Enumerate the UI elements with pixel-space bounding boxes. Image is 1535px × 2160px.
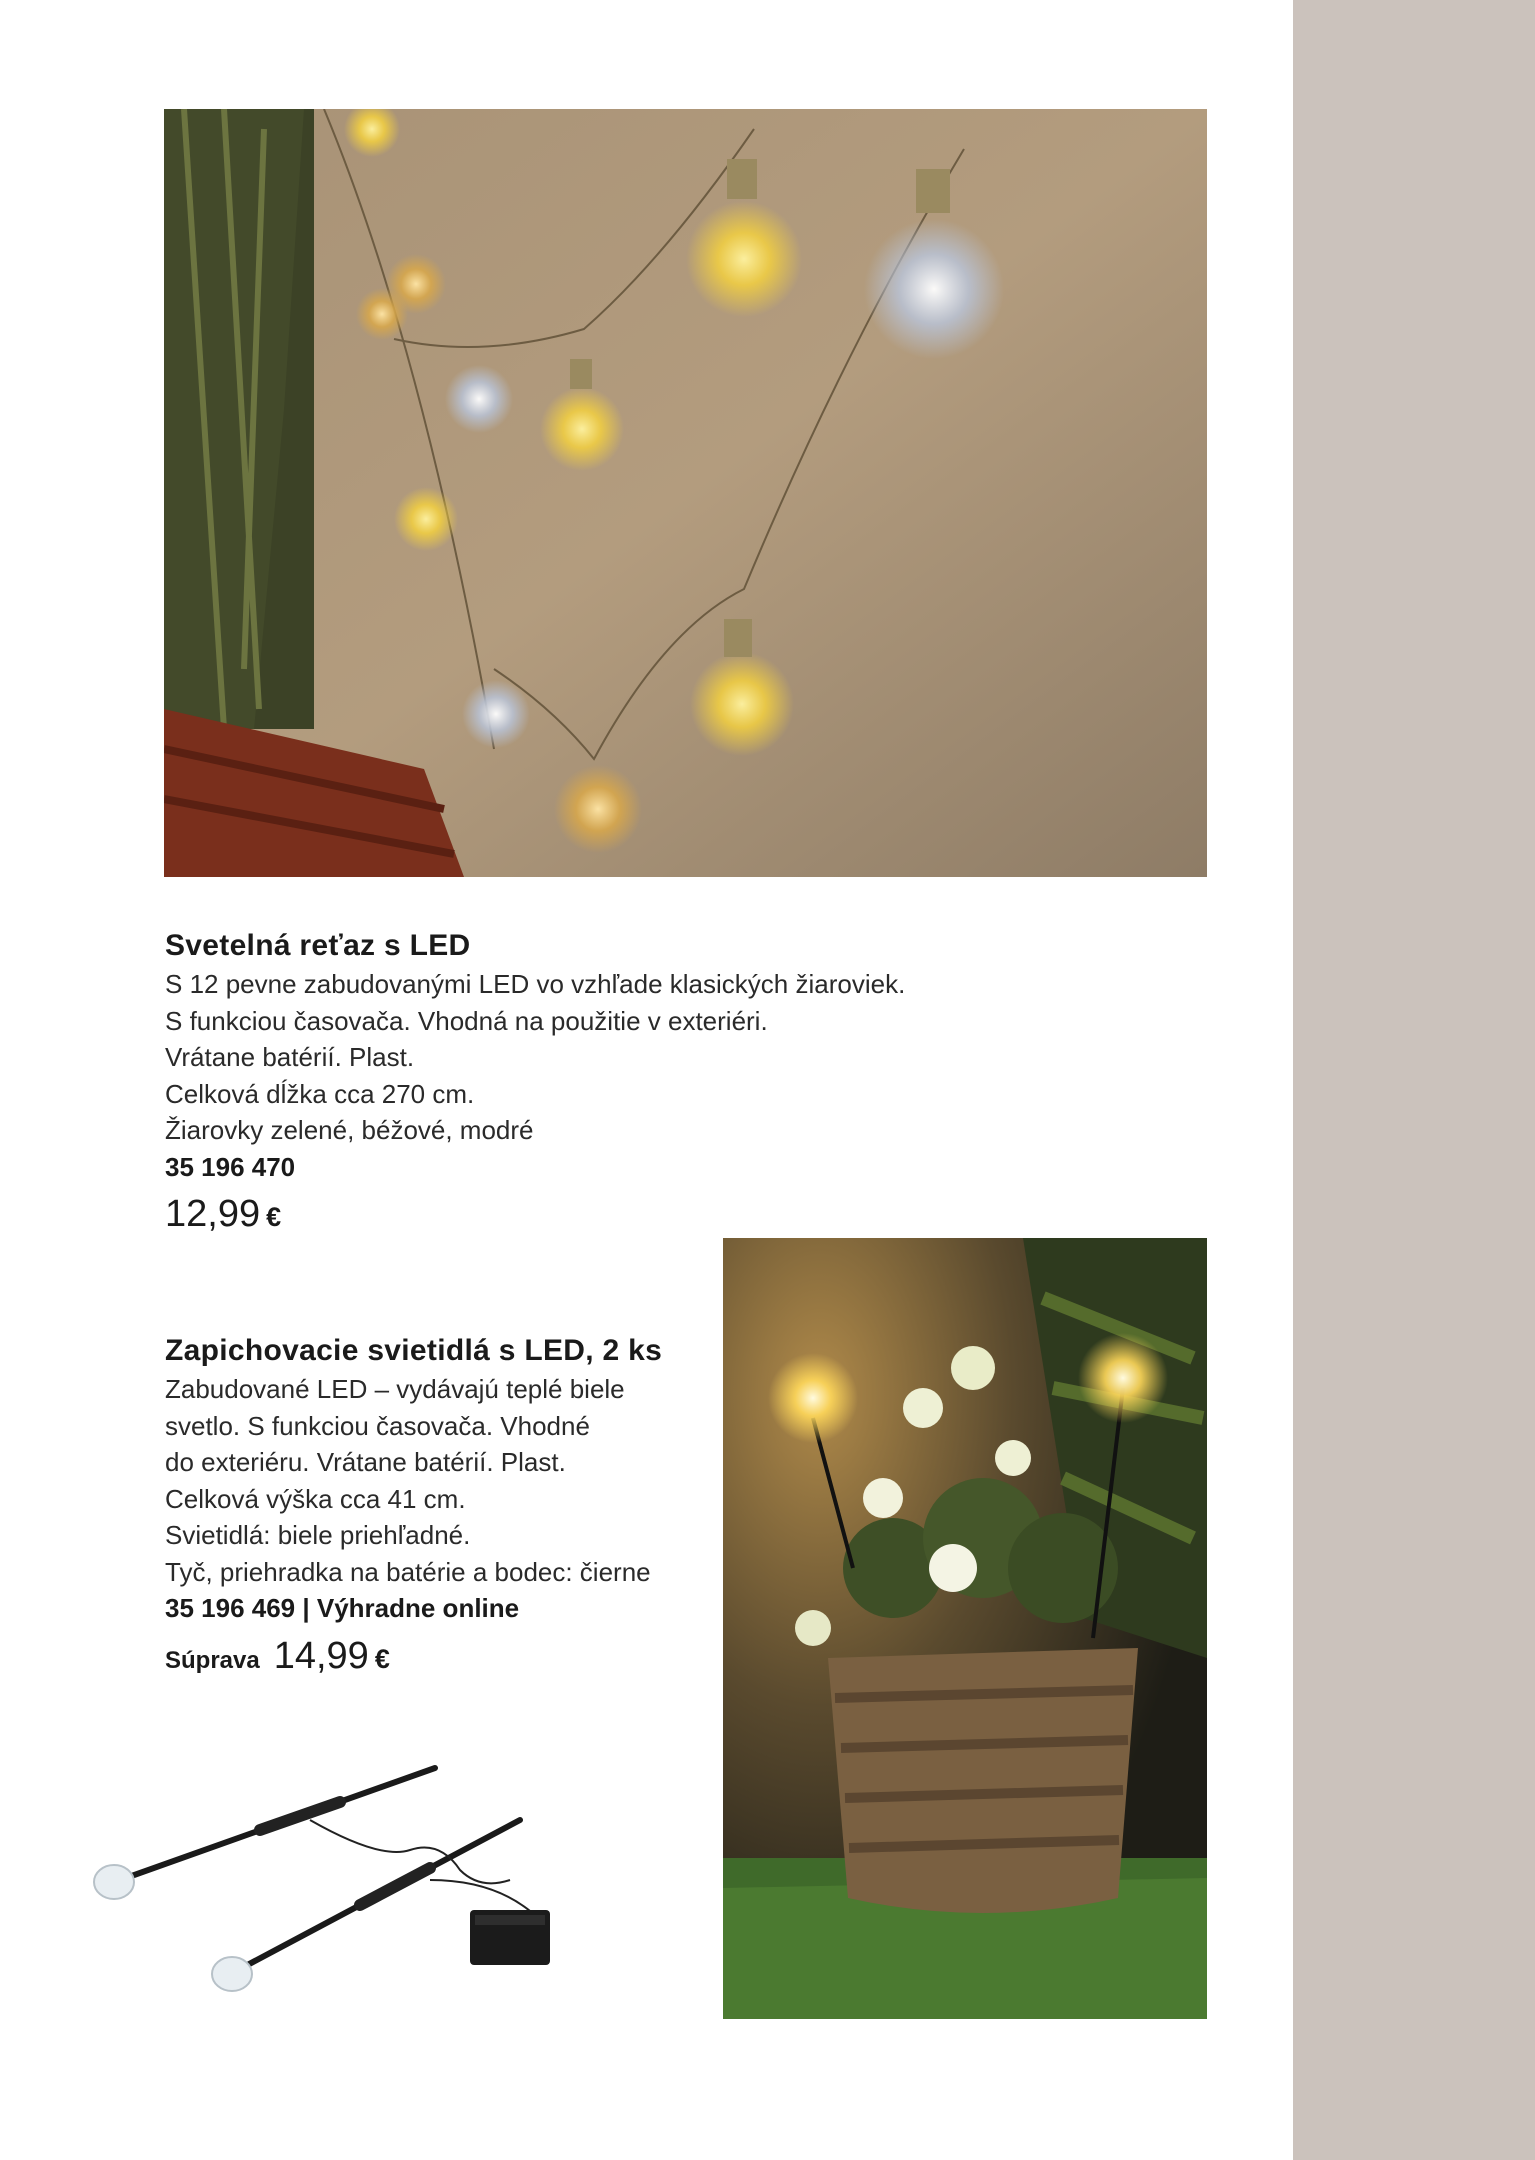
product-description-line: Celková výška cca 41 cm. <box>165 1483 466 1514</box>
product-description-line: svetlo. S funkciou časovača. Vhodné <box>165 1410 590 1441</box>
product-description-line: Zabudované LED – vydávajú teplé biele <box>165 1374 625 1404</box>
product-title: Svetelná reťaz s LED <box>165 929 471 962</box>
product-description-line: S funkciou časovača. Vhodná na použitie v exteriéri. <box>165 1005 768 1036</box>
product-code: 35 196 470 <box>165 1151 296 1182</box>
product-description-line: Celková dĺžka cca 270 cm. <box>165 1078 475 1109</box>
currency-symbol: € <box>266 1202 282 1232</box>
product-description-line: Tyč, priehradka na batérie a bodec: čierne <box>165 1556 651 1587</box>
price-value: 14,99 <box>273 1634 369 1677</box>
price-row <box>165 1191 1065 1237</box>
price-row <box>165 1633 705 1679</box>
price-label: Súprava <box>165 1646 260 1674</box>
product-description-line: S 12 pevne zabudovanými LED vo vzhľade klasických žiaroviek. <box>165 969 906 999</box>
currency-symbol: € <box>374 1643 390 1674</box>
stake-lights-product-image <box>80 1740 600 2020</box>
stake-lights-photo <box>723 1238 1207 2019</box>
side-color-strip <box>1293 0 1535 2160</box>
product-description-line: Svietidlá: biele priehľadné. <box>165 1520 471 1550</box>
product-string-lights <box>165 928 1065 1237</box>
product-title: Zapichovacie svietidlá s LED, 2 ks <box>165 1334 663 1367</box>
price-value: 12,99 <box>165 1193 261 1235</box>
product-stake-lights <box>165 1333 705 1679</box>
string-lights-photo <box>164 109 1207 877</box>
product-code: 35 196 469 | Výhradne online <box>165 1593 520 1623</box>
product-description-line: do exteriéru. Vrátane batérií. Plast. <box>165 1447 566 1477</box>
product-description-line: Vrátane batérií. Plast. <box>165 1042 415 1072</box>
product-description-line: Žiarovky zelené, béžové, modré <box>165 1115 534 1145</box>
